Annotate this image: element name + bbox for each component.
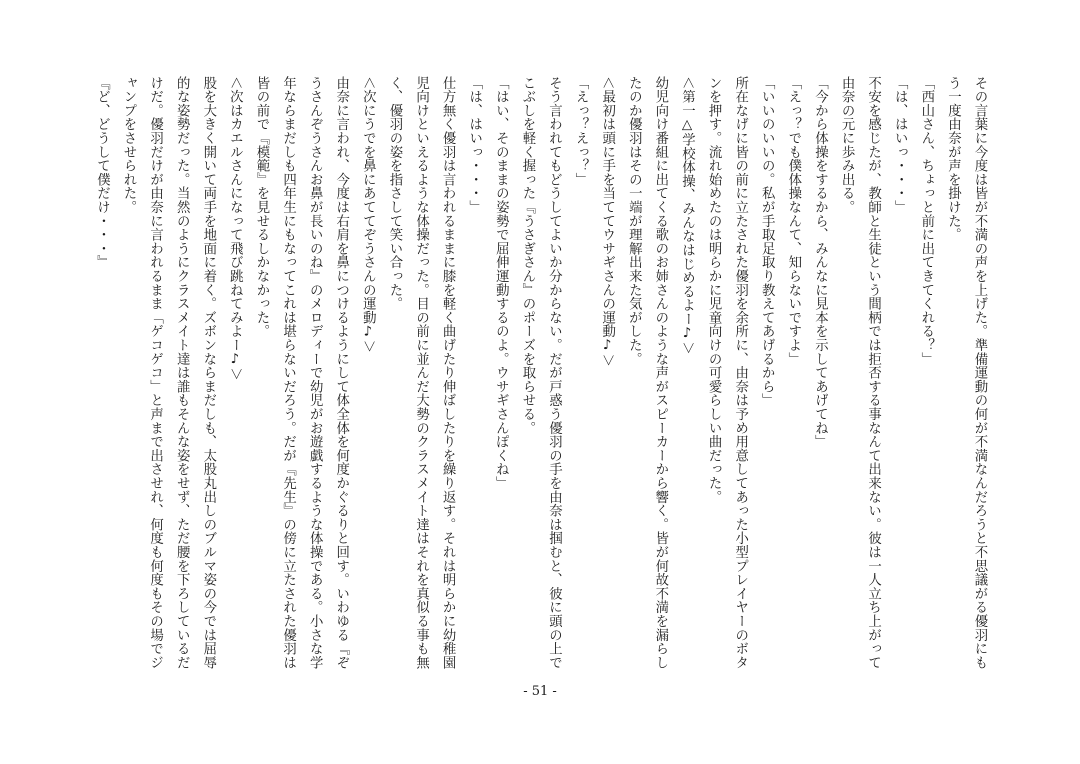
text-line: 「西山さん、ちょっと前に出てきてくれる？」 <box>918 76 934 366</box>
text-line: 「は、はいっ・・・」 <box>466 76 482 214</box>
text-line: 「はい、そのままの姿勢で屈伸運動するのよ。ウサギさんぽくね」 <box>493 76 509 490</box>
text-line: 由奈に言われ、今度は右肩を鼻につけるようにして体全体を何度かぐるりと回す。いわゆる『ぞうさんぞうさんお鼻が長いのね』のメロディーで幼児がお遊戯するような体操である。小さな学年ならまだしも四年生にもなってこれは堪らないだろう。だが『先生』の傍に立たされた優羽は皆の前で『模範』を見せるしかなかった。 <box>253 76 349 670</box>
vertical-text-body <box>82 76 992 672</box>
text-line: 「いいのいいの。私が手取足取り教えてあげるから」 <box>759 76 775 408</box>
text-line: ＜第一△学校体操、みんなはじめるよー♪＞ <box>679 76 695 356</box>
text-line: 『ど、どうして僕だけ・・・』 <box>94 76 110 270</box>
text-line: 「は、はいっ・・・」 <box>892 76 908 214</box>
text-line: 「えっ？でも僕体操なんて、知らないですよ」 <box>785 76 801 366</box>
text-line: 所在なげに皆の前に立たされた優羽を余所に、由奈は予め用意してあった小型プレイヤーのボタンを押す。流れ始めたのは明らかに児童向けの可愛らしい曲だった。 <box>706 76 748 670</box>
text-line: ＜最初は頭に手を当ててウサギさんの運動♪＞ <box>599 76 615 368</box>
text-line: 「えっ？えっ？」 <box>573 76 589 187</box>
text-line: 仕方無く優羽は言われるままに膝を軽く曲げたり伸ばしたりを繰り返す。それは明らかに幼稚園児向けといえるような体操だった。目の前に並んだ大勢のクラスメイト達はそれを真似る事も無く、優羽の姿を指さして笑い合った。 <box>386 76 456 670</box>
text-line: 股を大きく開いて両手を地面に着く。ズボンならまだしも、太股丸出しのブルマ姿の今では屈辱的な姿勢だった。当然のようにクラスメイト達は誰もそんな姿をせず、ただ腰を下ろしているだけだ。優羽だけが由奈に言われるまま「ゲコゲコ」と声まで出させれ、何度も何度もその場でジャンプをさせられた。 <box>121 76 216 670</box>
text-line: そう言われてもどうしてよいか分からない。だが戸惑う優羽の手を由奈は掴むと、彼に頭の上でこぶしを軽く握った『うさぎさん』のポーズを取らせる。 <box>519 76 562 670</box>
text-line: その言葉に今度は皆が不満の声を上げた。準備運動の何が不満なんだろうと不思議がる優羽にもう一度由奈が声を掛けた。 <box>945 76 987 670</box>
text-line: ＜次はカエルさんになって飛び跳ねてみよー♪＞ <box>227 76 243 382</box>
text-line: 「今から体操をするから、みんなに見本を示してあげてね」 <box>812 76 828 449</box>
text-line: 幼児向け番組に出てくる歌のお姉さんのような声がスピーカーから響く。皆が何故不満を漏らしたのか優羽はその一端が理解出来た気がした。 <box>626 76 668 670</box>
text-line: ＜次にうでを鼻にあててぞうさんの運動♪＞ <box>360 76 376 354</box>
page-number: - 51 - <box>523 684 557 699</box>
text-line: 不安を感じたが、教師と生徒という間柄では拒否する事なんて出来ない。彼は一人立ち上がって由奈の元に歩み出る。 <box>839 76 881 670</box>
